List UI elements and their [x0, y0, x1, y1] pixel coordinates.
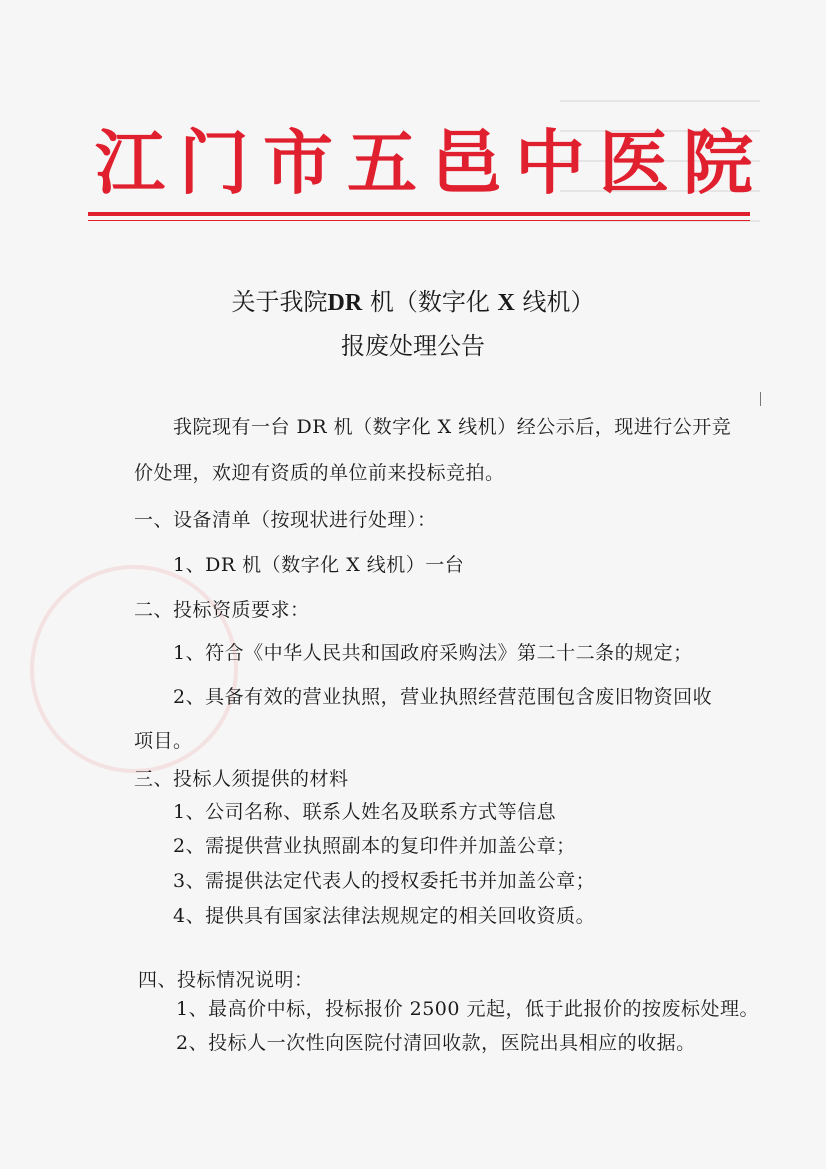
section-2-item-2-line-2: 项目。: [134, 730, 193, 752]
letterhead-hospital-name: 江门市五邑中医院: [95, 121, 767, 204]
section-2-heading: 二、投标资质要求：: [134, 599, 310, 621]
section-1-heading: 一、设备清单（按现状进行处理）：: [134, 509, 437, 531]
title-dr: DR: [327, 290, 363, 316]
title-x: X: [497, 290, 515, 316]
section-4-item-1: 1、最高价中标，投标报价 2500 元起，低于此报价的按废标处理。: [176, 998, 760, 1020]
section-3-item-3: 3、需提供法定代表人的授权委托书并加盖公章；: [173, 870, 596, 892]
intro-line-1: 我院现有一台 DR 机（数字化 X 线机）经公示后，现进行公开竞: [173, 416, 732, 438]
section-2-item-1: 1、符合《中华人民共和国政府采购法》第二十二条的规定；: [173, 642, 693, 664]
notice-title-line-2: 报废处理公告: [341, 332, 485, 360]
section-3-heading: 三、投标人须提供的材料: [134, 768, 349, 790]
section-1-item-1: 1、DR 机（数字化 X 线机）一台: [173, 554, 465, 576]
section-3-item-1: 1、公司名称、联系人姓名及联系方式等信息: [173, 801, 557, 823]
title-mid: 机（数字化: [362, 288, 498, 316]
notice-title-line-1: [0, 282, 826, 317]
section-3-item-2: 2、需提供营业执照副本的复印件并加盖公章；: [173, 835, 576, 857]
title-suffix: 线机）: [514, 288, 595, 316]
title-prefix: 关于我院: [231, 288, 328, 316]
section-4-item-2: 2、投标人一次性向医院付清回收款，医院出具相应的收据。: [176, 1032, 696, 1054]
section-3-item-4: 4、提供具有国家法律法规规定的相关回收资质。: [173, 905, 596, 927]
intro-line-2: 价处理，欢迎有资质的单位前来投标竞拍。: [134, 462, 505, 484]
letterhead-rule-thick: [88, 212, 750, 216]
section-2-item-2-line-1: 2、具备有效的营业执照，营业执照经营范围包含废旧物资回收: [173, 686, 713, 708]
section-4-heading: 四、投标情况说明：: [138, 969, 314, 991]
letterhead-rule-thin: [88, 220, 750, 221]
margin-mark: [760, 392, 761, 406]
